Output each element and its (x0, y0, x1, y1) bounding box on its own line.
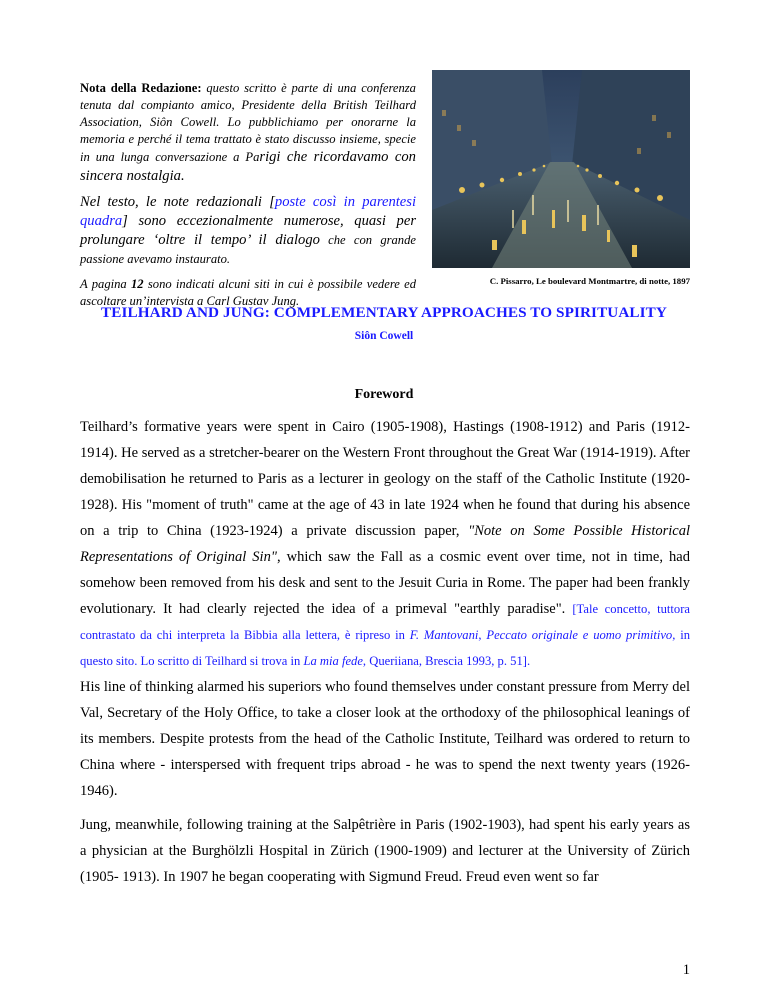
body-paragraph-3: Jung, meanwhile, following training at the Salpêtrière in Paris (1902-1903), had spent his early years as a physician at the Burghölzli Hospital in Zürich (1900-1909) and lecturer at the University of Zürich (1905- 1913). In 1907 he began cooperating with Sigmund Freud. Freud even went so far (80, 817, 690, 885)
editor-note (80, 80, 416, 317)
section-heading: Foreword (354, 387, 414, 402)
editor-note-brackets: Nel testo, le note redazionali [poste così in parentesi quadra] sono eccezionalmente numerose, quasi per prolungare ‘oltre il tempo’ il dialogo che con grande passione avevamo instaurato. (80, 194, 417, 266)
article-body (80, 414, 690, 890)
article-title: TEILHARD AND JUNG: COMPLEMENTARY APPROACHES TO SPIRITUALITY (101, 304, 667, 321)
editor-note-interview: A pagina 12 sono indicati alcuni siti in cui è possibile vedere ed ascoltare un’intervista a Carl Gustav Jung. (80, 277, 416, 308)
body-paragraph-2: His line of thinking alarmed his superiors who found themselves under constant pressure from Merry del Val, Secretary of the Holy Office, to take a closer look at the orthodoxy of the philosophical leanings of its members. Despite protests from the head of the Catholic Institute, Teilhard was ordered to return to China where - interspersed with frequent trips abroad - he was to spend the next twenty years (1926-1946). (80, 679, 690, 799)
bracket-example: poste così in parentesi quadra (80, 194, 417, 229)
pissarro-painting-image (432, 70, 690, 268)
article-author: Siôn Cowell (354, 330, 414, 342)
editorial-note: [Tale concetto, tuttora contrastato da chi interpreta la Bibbia alla lettera, è ripreso in F. Mantovani, Peccato originale e uomo primitivo, in questo sito. Lo scritto di Teilhard si trova in La mia fede, Queriiana, Brescia 1993, p. 51]. (80, 602, 690, 668)
painting-caption: C. Pissarro, Le boulevard Montmartre, di notte, 1897 (489, 276, 690, 286)
body-paragraph-1: Teilhard’s formative years were spent in Cairo (1905-1908), Hastings (1908-1912) and Paris (1912-1914). He served as a stretcher-bearer on the Western Front throughout the Great War (1914-1919). After demobilisation he returned to Paris as a lecturer in geology on the staff of the Catholic Institute (1920- 1928). His "moment of truth" came at the age of 43 in late 1924 when he found that during his absence on a trip to China (1923-1924) a private discussion paper, "Note on Some Possible Historical Representations of Original Sin", which saw the Fall as a cosmic event over time, not in time, had somehow been removed from his desk and sent to the Jesuit Curia in Rome. The paper had been frankly evolutionary. It had clearly rejected the idea of a primeval "earthly paradise". [Tale concetto, tuttora contrastato da chi interpreta la Bibbia alla lettera, è ripreso in F. Mantovani, Peccato originale e uomo primitivo, in questo sito. Lo scritto di Teilhard si trova in La mia fede, Queriiana, Brescia 1993, p. 51]. (80, 419, 690, 668)
page-number: 1 (682, 962, 690, 978)
editor-note-intro: Nota della Redazione: questo scritto è parte di una conferenza tenuta dal compianto amico, Presidente della British Teilhard Association, Siôn Cowell. Lo pubblichiamo per onorarne la memoria e perché il tema trattato è stato discusso insieme, specie in una lunga conversazione a Parigi che ricordavamo con sincera nostalgia. (80, 81, 416, 184)
